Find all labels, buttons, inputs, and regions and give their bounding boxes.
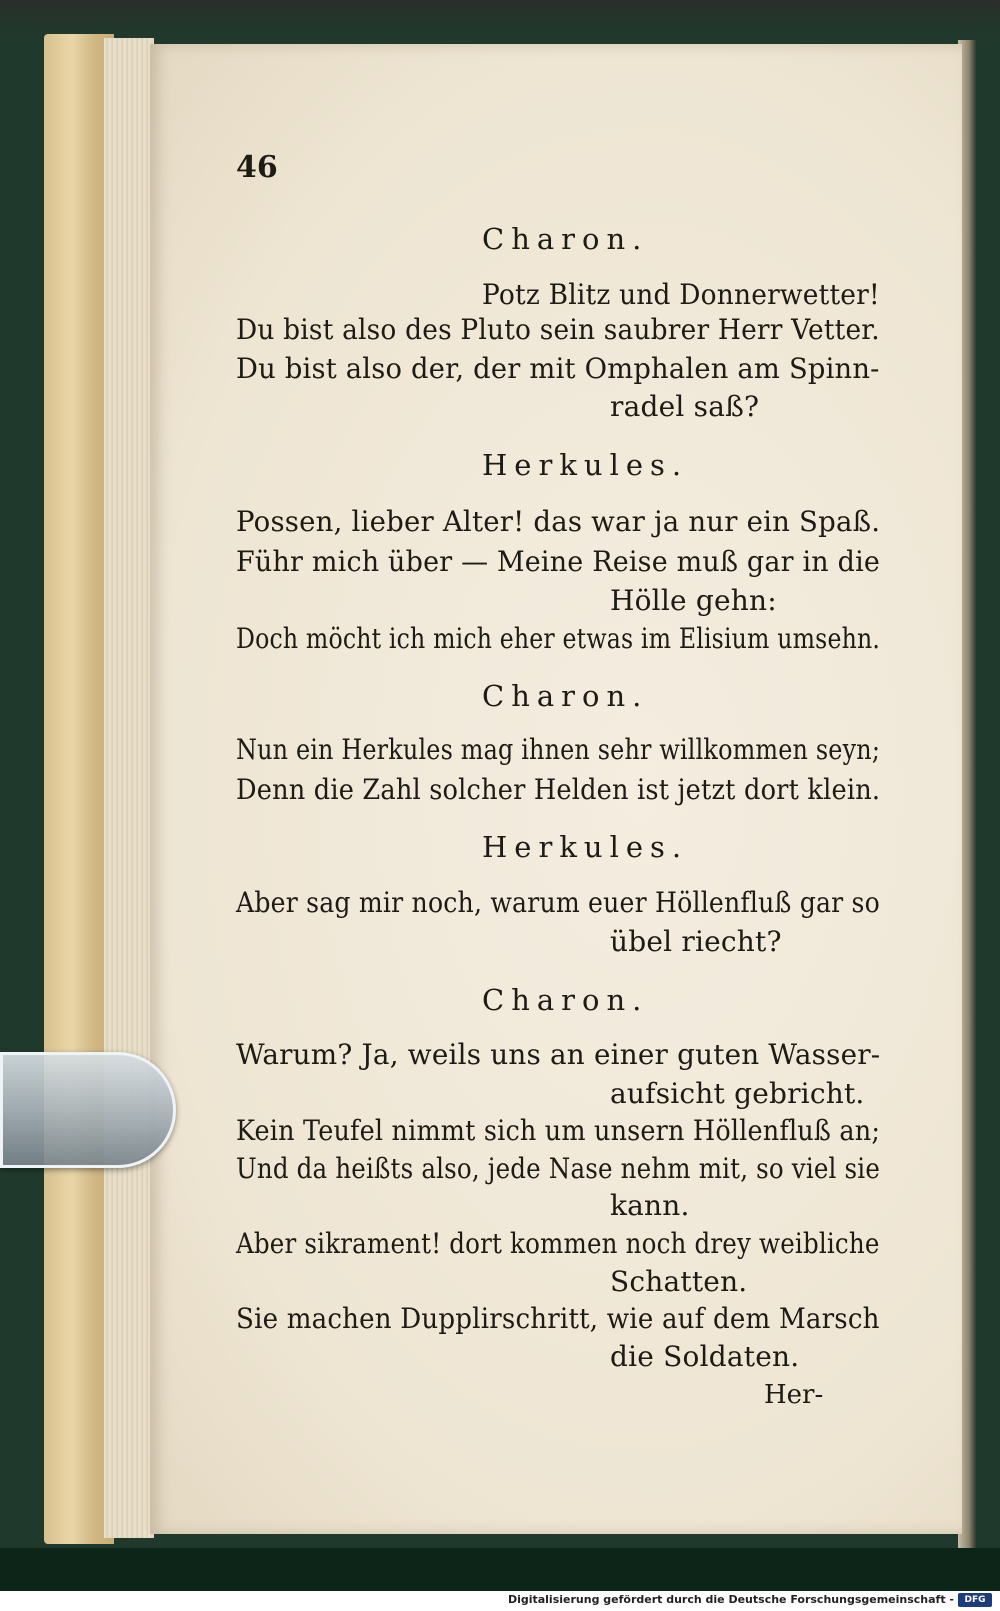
verse-line: Warum? Ja, weils uns an einer guten Wasser- [236, 1038, 881, 1071]
speaker-charon: Charon. [482, 679, 649, 713]
verse-line: radel saß? [610, 390, 760, 423]
verse-line: Und da heißts also, jede Nase nehm mit, so viel sie [236, 1152, 881, 1185]
verse-line: die Soldaten. [610, 1340, 800, 1373]
verse-line: aufsicht gebricht. [610, 1077, 865, 1110]
speaker-herkules: Herkules. [482, 830, 689, 864]
verse-line: Schatten. [610, 1265, 748, 1298]
speaker-charon: Charon. [482, 983, 649, 1017]
page-stack [104, 38, 154, 1538]
verse-line: Potz Blitz und Donnerwetter! [482, 278, 880, 311]
speaker-herkules: Herkules. [482, 448, 689, 482]
verse-line: Nun ein Herkules mag ihnen sehr willkommen seyn; [236, 733, 881, 766]
verse-line: Aber sikrament! dort kommen noch drey weibliche [236, 1227, 880, 1260]
dfg-logo: DFG [958, 1593, 992, 1607]
page-number: 46 [236, 150, 278, 185]
verse-line: Kein Teufel nimmt sich um unsern Höllenfluß an; [236, 1114, 881, 1147]
verse-line: Possen, lieber Alter! das war ja nur ein Spaß. [236, 505, 881, 538]
verse-line: Führ mich über — Meine Reise muß gar in die [236, 545, 881, 578]
catchword: Her- [764, 1380, 824, 1410]
verse-line: Du bist also des Pluto sein saubrer Herr Vetter. [236, 313, 880, 346]
scan-background [0, 0, 1000, 40]
verse-line: kann. [610, 1189, 690, 1222]
verse-line: Aber sag mir noch, warum euer Höllenfluß gar so [236, 886, 881, 919]
bookmark-clip [0, 1052, 176, 1168]
footer-credit: Digitalisierung gefördert durch die Deutsche Forschungsgemeinschaft - [507, 1593, 954, 1606]
verse-line: übel riecht? [610, 925, 782, 958]
verse-line: Hölle gehn: [610, 584, 777, 617]
speaker-charon: Charon. [482, 222, 649, 256]
verse-line: Du bist also der, der mit Omphalen am Spinn- [236, 352, 880, 385]
verse-line: Denn die Zahl solcher Helden ist jetzt dort klein. [236, 773, 881, 806]
verse-line: Sie machen Dupplirschritt, wie auf dem Marsch [236, 1302, 880, 1335]
verse-line: Doch möcht ich mich eher etwas im Elisium umsehn. [236, 622, 881, 655]
